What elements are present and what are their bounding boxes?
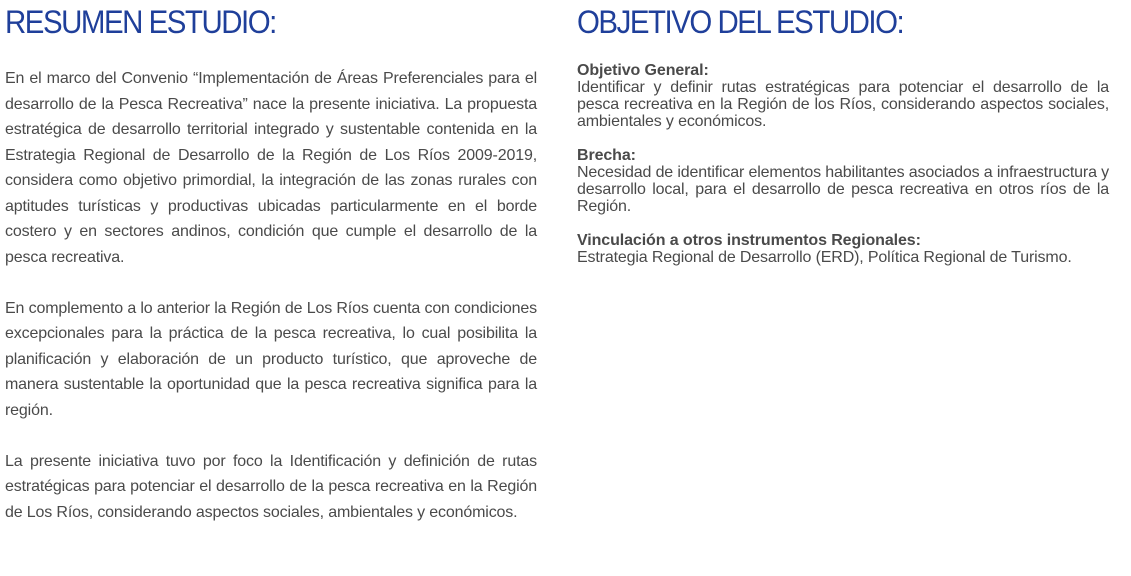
summary-heading: RESUMEN ESTUDIO: — [5, 4, 276, 40]
gap-section — [577, 147, 1109, 215]
summary-paragraph-2: En complemento a lo anterior la Región de Los Ríos cuenta con condiciones excepcionales para la práctica de la pesca recreativa, lo cual posibilita la planificación y elaboración de un producto turístico, que aproveche de manera sustentable la oportunidad que la pesca recreativa significa para la región. — [5, 299, 537, 419]
objective-sections — [577, 62, 1109, 266]
summary-paragraph-1: En el marco del Convenio “Implementación de Áreas Preferenciales para el desarrollo de la Pesca Recreativa” nace la presente iniciativa. La propuesta estratégica de desarrollo territorial integrado y sustentable contenida en la Estrategia Regional de Desarrollo de la Región de Los Ríos 2009-2019, considera como objetivo primordial, la integración de las zonas rurales con aptitudes turísticas y productivas ubicadas particularmente en el borde costero y en sectores andinos, condición que cumple el desarrollo de la pesca recreativa. — [5, 70, 537, 266]
objective-heading: OBJETIVO DEL ESTUDIO: — [577, 4, 904, 40]
regional-instruments-title: Vinculación a otros instrumentos Regionales: — [577, 232, 921, 249]
summary-paragraphs — [5, 66, 537, 525]
general-objective-text: Identificar y definir rutas estratégicas para potenciar el desarrollo de la pesca recreativa en la Región de los Ríos, considerando aspectos sociales, ambientales y económicos. — [577, 79, 1109, 130]
general-objective-section — [577, 62, 1109, 130]
regional-instruments-text: Estrategia Regional de Desarrollo (ERD), Política Regional de Turismo. — [577, 249, 1072, 266]
gap-title: Brecha: — [577, 147, 636, 164]
gap-text: Necesidad de identificar elementos habilitantes asociados a infraestructura y desarrollo local, para el desarrollo de pesca recreativa en otros ríos de la Región. — [577, 164, 1109, 215]
general-objective-title: Objetivo General: — [577, 62, 709, 79]
summary-paragraph-3: La presente iniciativa tuvo por foco la Identificación y definición de rutas estratégicas para potenciar el desarrollo de la pesca recreativa en la Región de Los Ríos, considerando aspectos sociales, ambientales y económicos. — [5, 452, 537, 521]
regional-instruments-section — [577, 232, 1109, 266]
